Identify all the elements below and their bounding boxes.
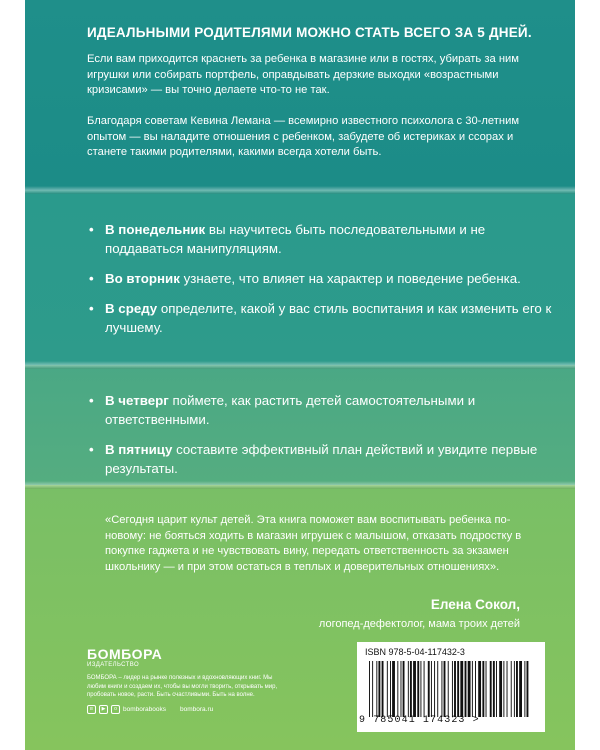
barcode-bar: [444, 661, 446, 717]
logo-subtitle: ИЗДАТЕЛЬСТВО: [87, 662, 140, 668]
intro-paragraph: Благодаря советам Кевина Лемана — всемирно известного психолога с 30-летним опытом — вы наладите отношения с ребенком, забудете об истериках и ссорах и станете такими родителями, какими всегда хотели быть.: [87, 115, 520, 158]
barcode-bar: [390, 661, 391, 717]
barcode-bar: [424, 661, 425, 717]
barcode-bar: [372, 661, 373, 717]
barcode-bar: [519, 661, 522, 717]
barcode-bar: [472, 661, 473, 717]
barcode-bar: [420, 661, 421, 717]
list-item: [87, 220, 557, 258]
band-divider: [25, 361, 575, 369]
barcode-bar: [496, 661, 497, 717]
isbn-text: ISBN 978-5-04-117432-3: [365, 647, 465, 657]
day-name: В понедельник: [105, 222, 206, 237]
barcode-bar: [428, 661, 430, 717]
barcode-bar: [369, 661, 370, 717]
day-name: В пятницу: [105, 442, 173, 457]
barcode-bar: [516, 661, 518, 717]
barcode-bar: [493, 661, 495, 717]
barcode-bar: [392, 661, 395, 717]
barcode-bar: [507, 661, 508, 717]
social-handle: bomborabooks: [123, 706, 166, 713]
headline: ИДЕАЛЬНЫМИ РОДИТЕЛЯМИ МОЖНО СТАТЬ ВСЕГО ЗА 5 ДНЕЙ.: [87, 25, 532, 40]
list-item: [87, 440, 557, 478]
barcode-bar: [475, 661, 476, 717]
barcode-bar: [503, 661, 504, 717]
barcode-bar: [499, 661, 502, 717]
barcode-bar: [448, 661, 449, 717]
barcode-bar: [465, 661, 467, 717]
barcode-digits: 9 785041 174323 >: [359, 715, 480, 726]
day-text: составите эффективный план действий и увидите первые результаты.: [105, 442, 538, 476]
day-name: Во вторник: [105, 271, 180, 286]
review-quote: «Сегодня царит культ детей. Эта книга поможет вам воспитывать ребенка по-новому: не бояться ходить в магазин игрушек с малышом, отказать подростку в покупке гаджета и не чувствовать вину, передать ответственность за экзамен школьнику — и при этом остаться в теплых и доверительных отношениях».: [105, 514, 522, 573]
list-item: [87, 269, 557, 288]
barcode-bar: [514, 661, 515, 717]
barcode-bar: [417, 661, 419, 717]
barcode-bar: [378, 661, 380, 717]
barcode-bar: [431, 661, 432, 717]
barcode-bar: [413, 661, 416, 717]
barcode: [357, 642, 545, 732]
days-list: [87, 220, 557, 348]
book-back-cover: [25, 0, 575, 750]
publisher-logo: [87, 647, 162, 669]
barcode-bar: [454, 661, 456, 717]
barcode-bar: [397, 661, 398, 717]
barcode-bar: [486, 661, 487, 717]
barcode-bar: [401, 661, 402, 717]
barcode-bar: [490, 661, 492, 717]
barcode-bar: [452, 661, 453, 717]
quote-author-role: логопед-дефектолог, мама троих детей: [318, 618, 520, 630]
barcode-bar: [434, 661, 435, 717]
day-text: вы научитесь быть последовательными и не поддаваться манипуляциям.: [105, 222, 486, 256]
day-text: определите, какой у вас стиль воспитания и как изменить его к лучшему.: [105, 301, 552, 335]
barcode-bar: [410, 661, 412, 717]
barcode-bar: [403, 661, 405, 717]
bullet-icon: •: [89, 271, 94, 286]
barcode-bar: [460, 661, 463, 717]
publisher-description: БОМБОРА – лидер на рынке полезных и вдохновляющих книг. Мы любим книги и создаем их, чтобы вы могли творить, открывать мир, пробовать новое, расти. Быть счастливыми. Быть на волне.: [87, 675, 278, 698]
barcode-bar: [457, 661, 459, 717]
days-list: [87, 391, 557, 489]
barcode-bar: [478, 661, 481, 717]
band-divider: [25, 186, 575, 194]
bullet-icon: •: [89, 442, 94, 457]
barcode-bar: [387, 661, 388, 717]
odnoklassniki-icon: о: [111, 705, 120, 714]
bullet-icon: •: [89, 301, 94, 316]
barcode-bar: [524, 661, 525, 717]
publisher-socials: [87, 705, 213, 714]
bullet-icon: •: [89, 393, 94, 408]
logo-wordmark: БОМБОРА: [87, 646, 163, 662]
barcode-bars: [369, 661, 529, 717]
day-text: поймете, как растить детей самостоятельными и ответственными.: [105, 393, 476, 427]
vk-icon: в: [87, 705, 96, 714]
list-item: [87, 391, 557, 429]
day-name: В четверг: [105, 393, 169, 408]
quote-author: Елена Сокол,: [430, 597, 520, 612]
youtube-icon: ▶: [99, 705, 108, 714]
barcode-bar: [382, 661, 384, 717]
barcode-bar: [408, 661, 409, 717]
barcode-bar: [468, 661, 471, 717]
barcode-bar: [441, 661, 442, 717]
intro-paragraph: Если вам приходится краснеть за ребенка в магазине или в гостях, убирать за ним игрушки или собирать портфель, оправдывать дерзкие выходки «возрастными кризисами» — вы точно делаете что-то не так.: [87, 53, 519, 96]
list-item: [87, 299, 557, 337]
day-text: узнаете, что влияет на характер и поведение ребенка.: [179, 271, 521, 286]
publisher-site: bombora.ru: [180, 706, 214, 713]
barcode-bar: [437, 661, 438, 717]
barcode-bar: [376, 661, 377, 717]
barcode-bar: [527, 661, 529, 717]
day-name: В среду: [105, 301, 158, 316]
bullet-icon: •: [89, 222, 94, 237]
barcode-bar: [511, 661, 512, 717]
barcode-bar: [482, 661, 484, 717]
